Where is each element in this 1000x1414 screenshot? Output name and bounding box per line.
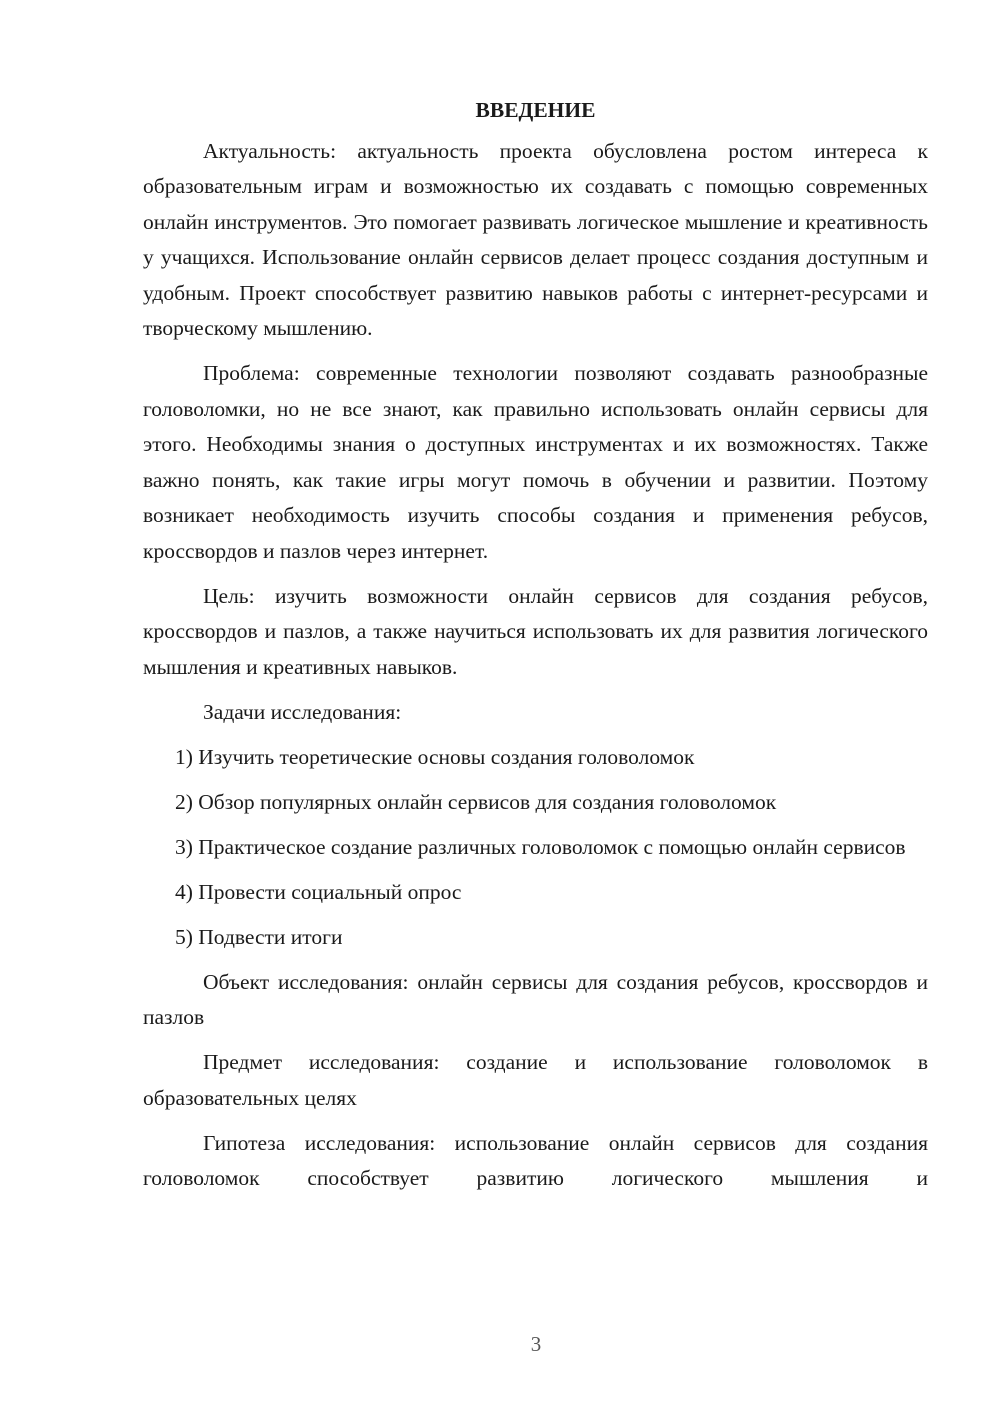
paragraph-hypothesis: Гипотеза исследования: использование онлайн сервисов для создания головоломок способствует развитию логического мышления и: [143, 1130, 928, 1190]
paragraph-relevance: Актуальность: актуальность проекта обусловлена ростом интереса к образовательным играм и возможностью их создавать с помощью современных онлайн инструментов. Это помогает развивать логическое мышление и креативность у учащихся. Использование онлайн сервисов делает процесс создания доступным и удобным. Проект способствует развитию навыков работы с интернет-ресурсами и творческому мышлению.: [143, 138, 928, 340]
page-title: ВВЕДЕНИЕ: [475, 98, 596, 122]
task-item-5: 5) Подвести итоги: [175, 924, 343, 949]
paragraph-problem: Проблема: современные технологии позволяют создавать разнообразные головоломки, но не все знают, как правильно использовать онлайн сервисы для этого. Необходимы знания о доступных инструментах и их возможностях. Также важно понять, как такие игры могут помочь в обучении и развитии. Поэтому возникает необходимость изучить способы создания и применения ребусов, кроссвордов и пазлов через интернет.: [143, 361, 928, 563]
paragraph-goal: Цель: изучить возможности онлайн сервисов для создания ребусов, кроссвордов и пазлов, а также научиться использовать их для развития логического мышления и креативных навыков.: [143, 583, 928, 679]
page-number: 3: [530, 1332, 542, 1356]
task-item-3: 3) Практическое создание различных головоломок с помощью онлайн сервисов: [175, 834, 906, 859]
task-item-4: 4) Провести социальный опрос: [175, 879, 462, 904]
paragraph-object: Объект исследования: онлайн сервисы для создания ребусов, кроссвордов и пазлов: [143, 969, 928, 1029]
page-content: [143, 93, 928, 1206]
task-item-2: 2) Обзор популярных онлайн сервисов для создания головоломок: [175, 789, 777, 814]
tasks-heading: Задачи исследования:: [203, 699, 402, 724]
paragraph-subject: Предмет исследования: создание и использование головоломок в образовательных целях: [143, 1050, 928, 1110]
task-item-1: 1) Изучить теоретические основы создания головоломок: [175, 744, 695, 769]
